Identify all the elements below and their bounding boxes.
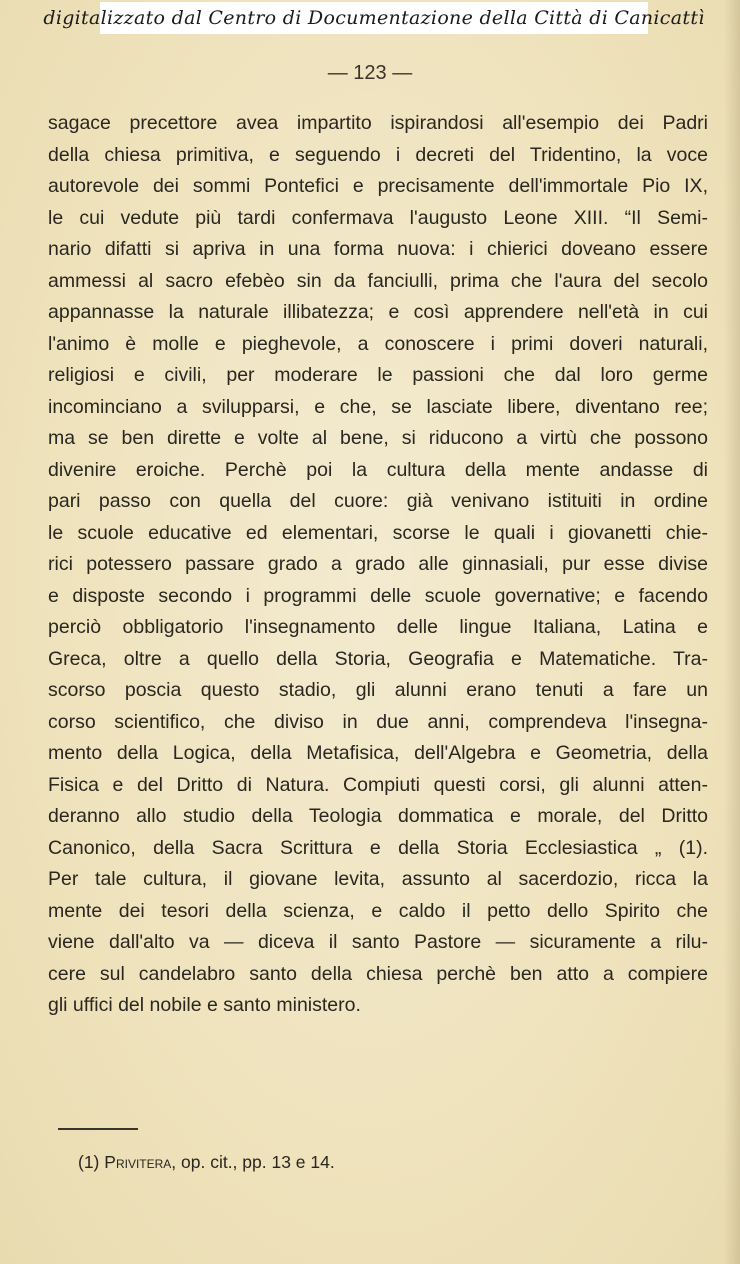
footnote <box>78 1152 335 1173</box>
page-edge-shadow <box>724 0 740 1264</box>
footnote-author: Privitera <box>104 1152 172 1172</box>
text-line: religiosi e civili, per moderare le passioni che dal loro germe <box>48 364 708 386</box>
text-line: autorevole dei sommi Pontefici e precisamente dell'immortale Pio IX, <box>48 175 708 197</box>
text-line: incominciano a svilupparsi, e che, se lasciate libere, diventano ree; <box>48 395 708 418</box>
text-line: scorso poscia questo stadio, gli alunni erano tenuti a fare un <box>48 679 708 701</box>
text-line: perciò obbligatorio l'insegnamento delle lingue Italiana, Latina e <box>48 616 708 638</box>
text-line: gli uffici del nobile e santo ministero. <box>48 994 361 1016</box>
text-line: Fisica e del Dritto di Natura. Compiuti questi corsi, gli alunni atten- <box>48 773 708 796</box>
text-line: sagace precettore avea impartito ispirandosi all'esempio dei Padri <box>48 112 708 134</box>
digitization-watermark: digitalizzato dal Centro di Documentazione della Città di Canicattì <box>100 2 648 34</box>
text-line: viene dall'alto va — diceva il santo Pastore — sicuramente a rilu- <box>48 931 708 953</box>
footnote-separator <box>58 1128 138 1130</box>
text-line: Per tale cultura, il giovane levita, assunto al sacerdozio, ricca la <box>48 868 708 890</box>
text-line: e disposte secondo i programmi delle scuole governative; e facendo <box>48 584 708 607</box>
text-line: divenire eroiche. Perchè poi la cultura della mente andasse di <box>48 458 708 481</box>
text-line: mento della Logica, della Metafisica, dell'Algebra e Geometria, della <box>48 742 708 764</box>
text-line: rici potessero passare grado a grado alle ginnasiali, pur esse divise <box>48 553 708 575</box>
text-line: cere sul candelabro santo della chiesa perchè ben atto a compiere <box>48 962 708 985</box>
text-line: pari passo con quella del cuore: già venivano istituiti in ordine <box>48 490 708 512</box>
text-line: Canonico, della Sacra Scrittura e della Storia Ecclesiastica „ (1). <box>48 836 708 859</box>
text-line: deranno allo studio della Teologia dommatica e morale, del Dritto <box>48 805 708 827</box>
page-number: — 123 — <box>327 62 413 84</box>
text-line: nario difatti si apriva in una forma nuova: i chierici doveano essere <box>48 238 708 260</box>
footnote-marker: (1) <box>78 1152 100 1172</box>
text-line: mente dei tesori della scienza, e caldo il petto dello Spirito che <box>48 899 708 922</box>
text-line: della chiesa primitiva, e seguendo i decreti del Tridentino, la voce <box>48 143 708 166</box>
body-text <box>48 108 708 1022</box>
text-line: ma se ben dirette e volte al bene, si riducono a virtù che possono <box>48 427 708 449</box>
text-line: appannasse la naturale illibatezza; e così apprendere nell'età in cui <box>48 301 708 323</box>
text-line: le cui vedute più tardi confermava l'augusto Leone XIII. “Il Semi- <box>48 206 708 229</box>
text-line: Greca, oltre a quello della Storia, Geografia e Matematiche. Tra- <box>48 647 708 670</box>
text-line: ammessi al sacro efebèo sin da fanciulli, prima che l'aura del secolo <box>48 269 708 292</box>
text-line: le scuole educative ed elementari, scorse le quali i giovanetti chie- <box>48 521 708 544</box>
text-line: corso scientifico, che diviso in due anni, comprendeva l'insegna- <box>48 710 708 733</box>
footnote-citation: , op. cit., pp. 13 e 14. <box>171 1152 335 1172</box>
text-line: l'animo è molle e pieghevole, a conoscere i primi doveri naturali, <box>48 332 708 355</box>
